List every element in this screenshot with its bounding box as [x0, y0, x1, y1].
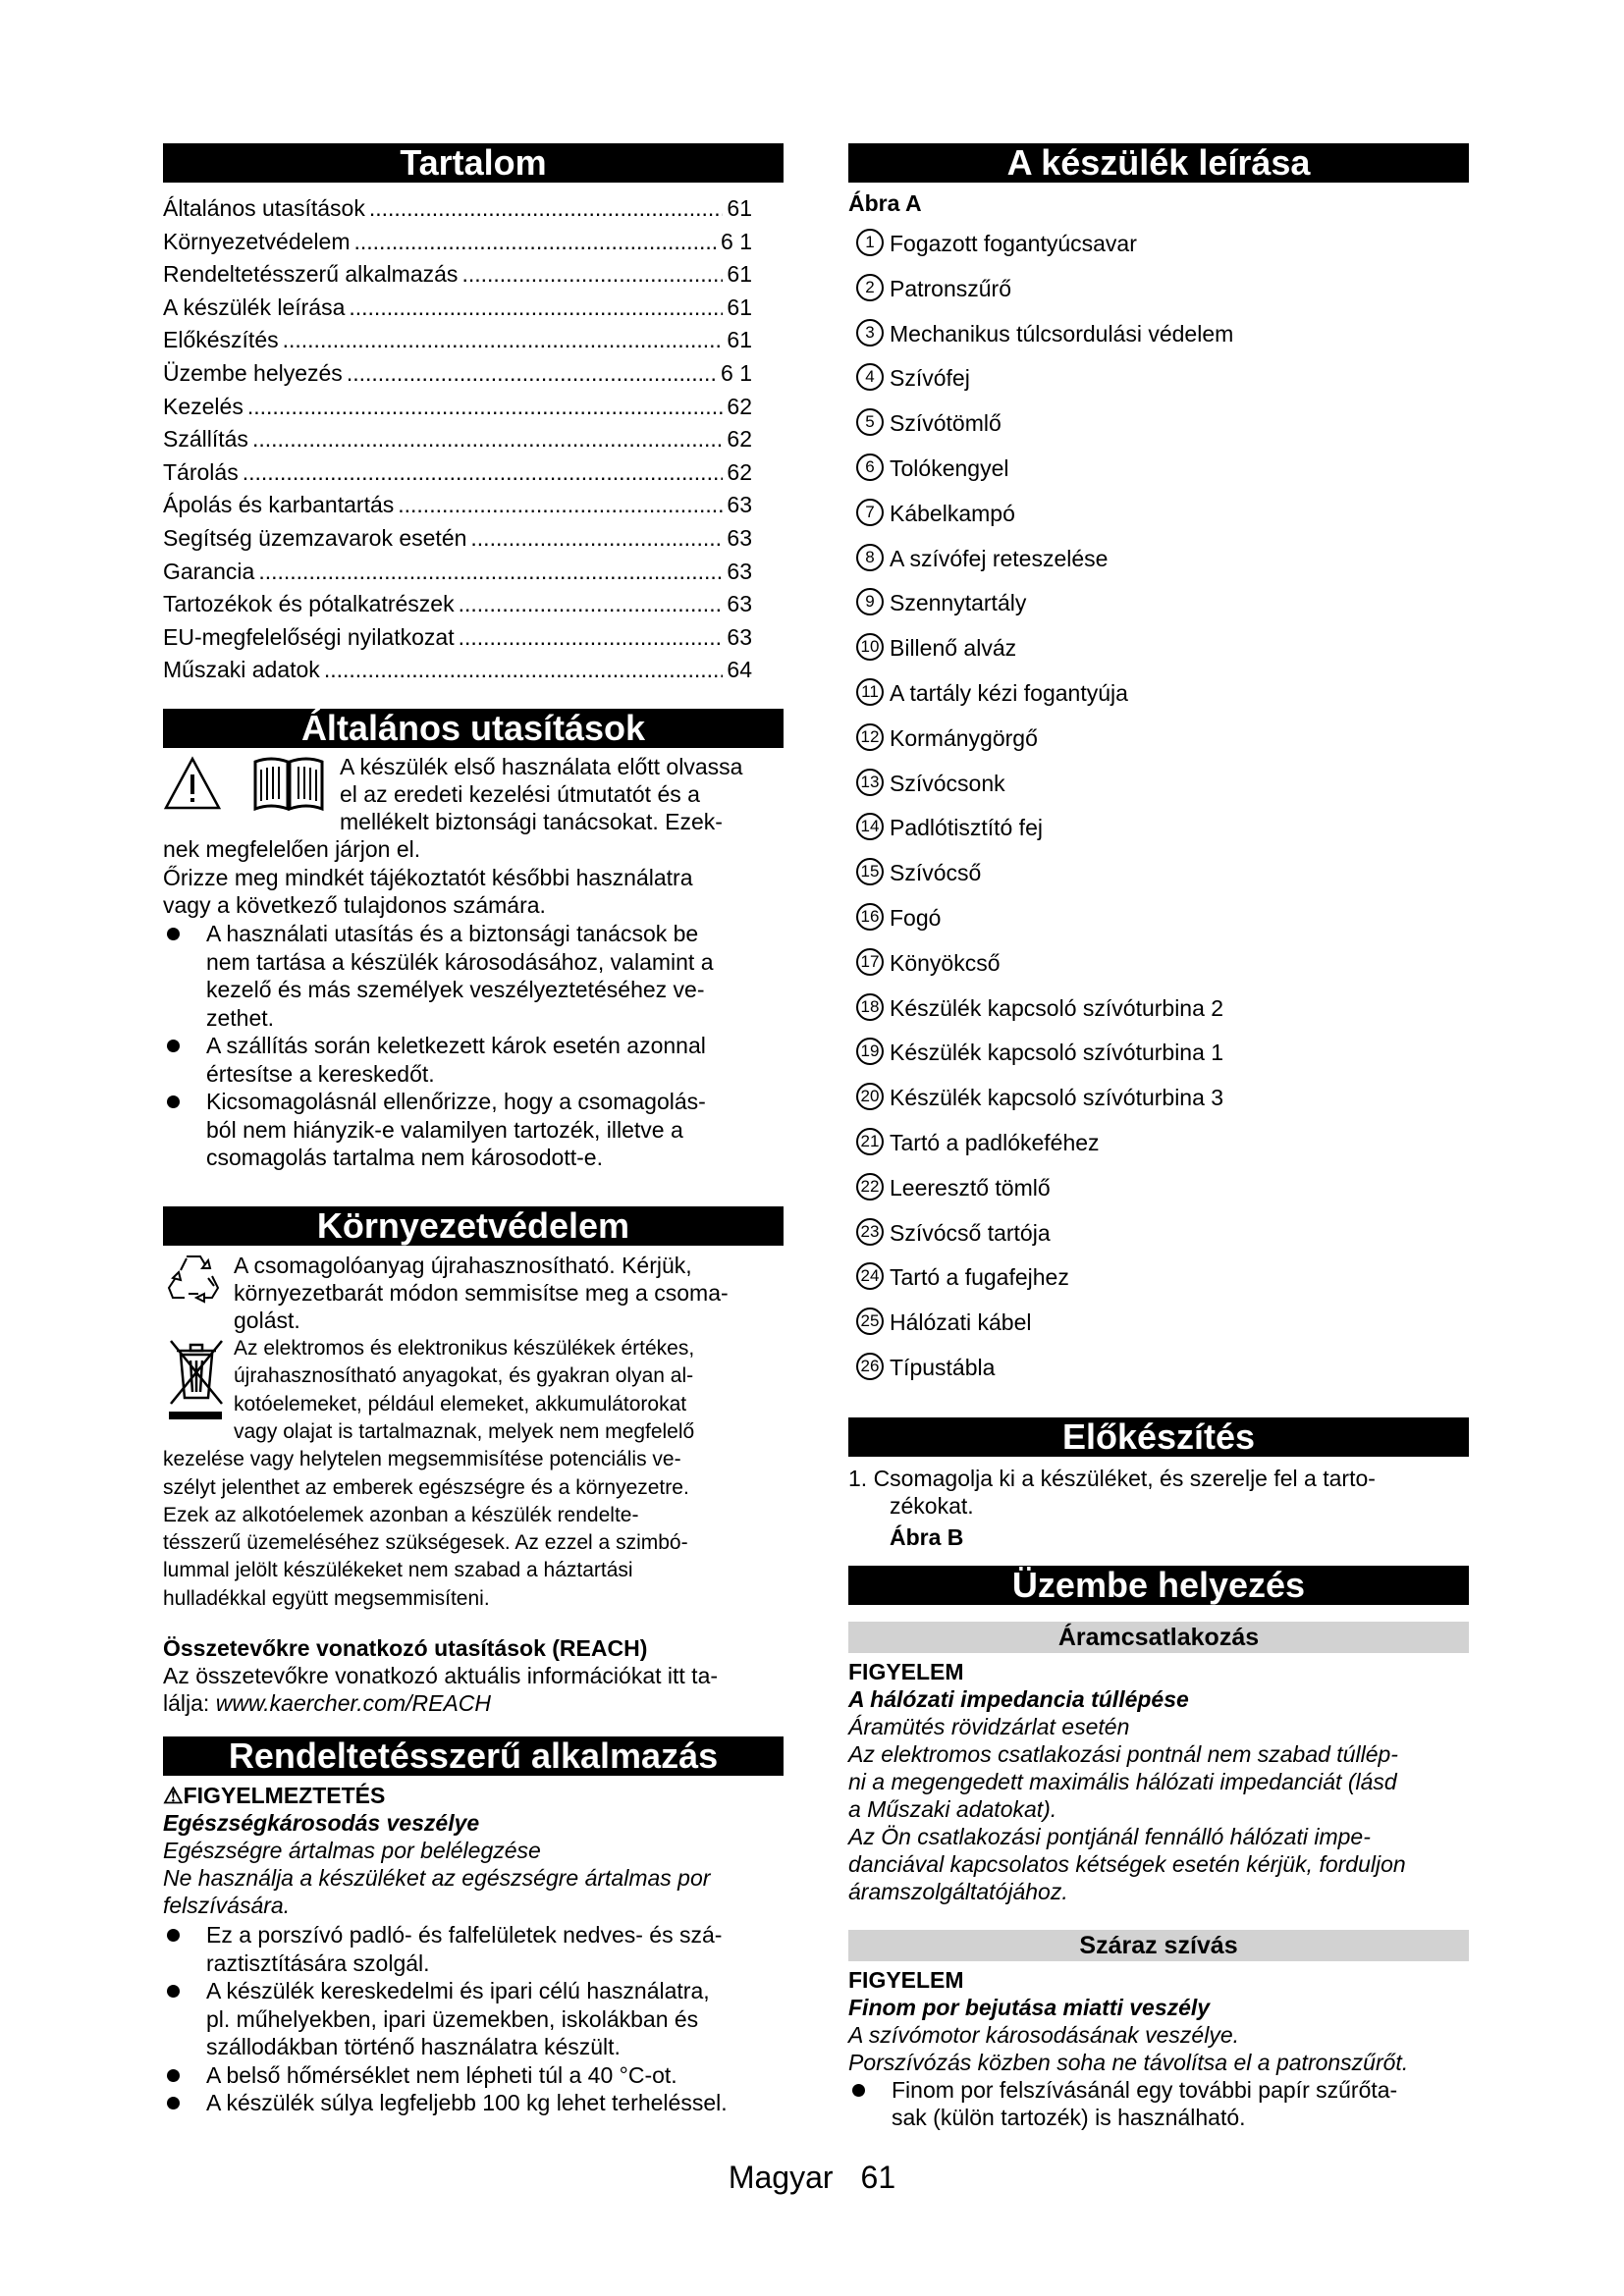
component-label: A szívófej reteszelése: [890, 545, 1109, 571]
warning-label: ⚠FIGYELMEZTETÉS: [163, 1783, 386, 1808]
bullet-line: szállodákban történő használatra készült.: [206, 2034, 621, 2059]
bullet-marker: [167, 2069, 180, 2082]
general-intro-line: el az eredeti kezelési útmutatót és a: [340, 781, 700, 807]
reach-line-prefix: lálja:: [163, 1690, 216, 1716]
toc-entry-page: 6 1: [721, 360, 752, 386]
component-label: Szennytartály: [890, 590, 1027, 616]
reach-line: Az összetevőkre vonatkozó aktuális információkat itt ta-: [163, 1663, 719, 1688]
component-number: 1: [856, 229, 884, 256]
hazard-line: felszívására.: [163, 1893, 291, 1918]
toc-leader-dots: [247, 391, 724, 423]
dry-notice: FIGYELEM: [848, 1967, 964, 1993]
toc-entry-page: 63: [727, 492, 752, 518]
toc-entry[interactable]: [163, 324, 752, 356]
toc-leader-dots: [347, 357, 717, 390]
toc-entry[interactable]: [163, 588, 752, 620]
component-label: Kábelkampó: [890, 500, 1015, 526]
component-label: Billenő alváz: [890, 635, 1017, 662]
environment-heading: Környezetvédelem: [163, 1206, 784, 1246]
toc-leader-dots: [459, 588, 724, 620]
toc-entry-label: Előkészítés: [163, 327, 279, 353]
component-label: Leeresztő tömlő: [890, 1174, 1051, 1201]
power-line: Az Ön csatlakozási pontjánál fennálló hálózati impe-: [848, 1824, 1371, 1849]
component-number: 6: [856, 454, 884, 481]
toc-entry-label: Műszaki adatok: [163, 657, 320, 683]
component-label: Hálózati kábel: [890, 1309, 1032, 1336]
toc-entry[interactable]: [163, 357, 752, 390]
toc-entry-page: 63: [727, 591, 752, 617]
toc-leader-dots: [283, 324, 724, 356]
footer-page-number: 61: [860, 2160, 896, 2195]
bullet-line: kezelő és más személyek veszélyeztetéséhez ve-: [206, 977, 705, 1002]
toc-entry-label: Általános utasítások: [163, 195, 365, 221]
component-label: Szívótömlő: [890, 410, 1001, 437]
dry-subheading: Száraz szívás: [848, 1930, 1469, 1961]
toc-entry-page: 63: [727, 623, 752, 650]
bullet-line: zethet.: [206, 1004, 275, 1031]
figure-b-label: Ábra B: [890, 1524, 964, 1550]
component-label: Patronszűrő: [890, 275, 1012, 301]
component-label: Padlótisztító fej: [890, 815, 1043, 841]
weee-line: lummal jelölt készülékeket nem szabad a háztartási: [163, 1559, 633, 1582]
power-hazard-title: A hálózati impedancia túllépése: [848, 1686, 1189, 1712]
toc-entry[interactable]: [163, 489, 752, 521]
general-intro-line: nek megfelelően járjon el.: [163, 836, 421, 862]
toc-entry-page: 62: [727, 458, 752, 485]
toc-entry[interactable]: [163, 621, 752, 654]
toc-heading: Tartalom: [163, 143, 784, 183]
component-number: 23: [856, 1218, 884, 1246]
toc-entry[interactable]: [163, 192, 752, 225]
component-number: 8: [856, 544, 884, 571]
toc-entry-label: Környezetvédelem: [163, 228, 351, 254]
power-notice: FIGYELEM: [848, 1659, 964, 1684]
bullet-marker: [167, 1929, 180, 1942]
component-number: 19: [856, 1038, 884, 1065]
footer-language: Magyar: [728, 2160, 834, 2195]
bullet-line: raztisztítására szolgál.: [206, 1949, 430, 1976]
toc-leader-dots: [324, 654, 724, 686]
weee-line: Az elektromos és elektronikus készülékek értékes,: [234, 1337, 695, 1360]
bullet-line: ból nem hiányzik-e valamilyen tartozék, illetve a: [206, 1116, 683, 1143]
weee-line: szélyt jelenthet az emberek egészségre és a környezetre.: [163, 1475, 689, 1499]
description-heading: A készülék leírása: [848, 143, 1469, 183]
toc-entry[interactable]: [163, 258, 752, 291]
toc-entry-page: 63: [727, 525, 752, 551]
toc-entry[interactable]: [163, 226, 752, 258]
toc-leader-dots: [461, 258, 723, 291]
component-label: Típustábla: [890, 1355, 996, 1380]
power-line: a Műszaki adatokat).: [848, 1796, 1057, 1822]
component-label: Szívócsonk: [890, 770, 1005, 796]
component-number: 16: [856, 903, 884, 931]
power-line: ni a megengedett maximális hálózati impedanciát (lásd: [848, 1769, 1397, 1794]
component-number: 12: [856, 723, 884, 751]
warning-triangle-icon: [163, 756, 222, 811]
weee-line: vagy olajat is tartalmaznak, melyek nem megfelelő: [234, 1419, 695, 1443]
component-label: Szívócső tartója: [890, 1219, 1051, 1246]
reach-link[interactable]: www.kaercher.com/REACH: [215, 1690, 492, 1716]
bullet-line: A belső hőmérséklet nem lépheti túl a 40 °C-ot.: [206, 2061, 677, 2088]
component-label: Fogazott fogantyúcsavar: [890, 231, 1137, 256]
component-number: 5: [856, 408, 884, 436]
toc-entry-page: 6 1: [721, 228, 752, 254]
bullet-line: A készülék kereskedelmi és ipari célú használatra,: [206, 1978, 710, 2003]
hazard-line: Ne használja a készüléket az egészségre ártalmas por: [163, 1865, 711, 1891]
bullet-marker: [167, 1095, 180, 1108]
toc-entry-page: 61: [727, 195, 752, 221]
power-line: Áramütés rövidzárlat esetén: [848, 1714, 1130, 1739]
toc-entry[interactable]: [163, 556, 752, 588]
toc-entry-label: Ápolás és karbantartás: [163, 492, 395, 518]
power-line: Az elektromos csatlakozási pontnál nem szabad túllép-: [848, 1741, 1398, 1767]
startup-heading: Üzembe helyezés: [848, 1566, 1469, 1605]
bullet-line: A használati utasítás és a biztonsági tanácsok be: [206, 921, 699, 946]
toc-leader-dots: [398, 489, 723, 521]
recycle-line: környezetbarát módon semmisítse meg a csoma-: [234, 1280, 729, 1306]
bullet-line: csomagolás tartalma nem károsodott-e.: [206, 1145, 603, 1170]
power-line: áramszolgáltatójához.: [848, 1879, 1068, 1904]
toc-entry-page: 62: [727, 426, 752, 453]
toc-leader-dots: [349, 292, 723, 324]
reach-title: Összetevőkre vonatkozó utasítások (REACH): [163, 1635, 648, 1661]
toc-entry-page: 62: [727, 393, 752, 419]
general-intro-line: A készülék első használata előtt olvassa: [340, 754, 743, 779]
component-number: 22: [856, 1173, 884, 1201]
preparation-heading: Előkészítés: [848, 1417, 1469, 1457]
preparation-step-line: zékokat.: [890, 1493, 974, 1519]
toc-entry-page: 61: [727, 294, 752, 320]
component-label: Fogó: [890, 905, 942, 931]
weee-line: Ezek az alkotóelemek azonban a készülék rendelte-: [163, 1503, 639, 1526]
component-number: 17: [856, 948, 884, 976]
component-number: 14: [856, 813, 884, 840]
toc-entry-label: Garancia: [163, 558, 255, 584]
recycle-line: A csomagolóanyag újrahasznosítható. Kérjük,: [234, 1253, 692, 1278]
component-label: Készülék kapcsoló szívóturbina 1: [890, 1040, 1224, 1066]
bullet-line: pl. műhelyekben, ipari üzemekben, iskolákban és: [206, 2005, 699, 2032]
toc-entry[interactable]: [163, 292, 752, 324]
toc-entry-label: Tárolás: [163, 458, 239, 485]
toc-entry[interactable]: [163, 456, 752, 489]
bullet-line: értesítse a kereskedőt.: [206, 1060, 435, 1087]
toc-leader-dots: [243, 456, 724, 489]
power-line: danciával kapcsolatos kétségek esetén kérjük, forduljon: [848, 1851, 1406, 1877]
component-number: 21: [856, 1128, 884, 1155]
toc-leader-dots: [354, 226, 718, 258]
component-number: 10: [856, 633, 884, 661]
component-number: 2: [856, 274, 884, 301]
toc-entry-page: 64: [727, 657, 752, 683]
component-label: A tartály kézi fogantyúja: [890, 680, 1128, 706]
bullet-line: Kicsomagolásnál ellenőrizze, hogy a csomagolás-: [206, 1089, 706, 1114]
recycle-icon: [165, 1249, 222, 1306]
bullet-line: nem tartása a készülék károsodásához, valamint a: [206, 948, 714, 975]
toc-entry-label: Üzembe helyezés: [163, 360, 343, 386]
component-number: 4: [856, 363, 884, 391]
component-label: Könyökcső: [890, 949, 1001, 976]
toc-leader-dots: [252, 423, 723, 455]
component-label: Tartó a padlókeféhez: [890, 1130, 1100, 1155]
component-label: Készülék kapcsoló szívóturbina 3: [890, 1085, 1224, 1111]
preparation-step-line: 1. Csomagolja ki a készüléket, és szerelje fel a tarto-: [848, 1466, 1376, 1491]
toc-entry-label: Szállítás: [163, 426, 248, 453]
toc-entry-label: Kezelés: [163, 393, 244, 419]
bullet-marker: [852, 2084, 865, 2097]
component-label: Szívófej: [890, 365, 970, 392]
toc-leader-dots: [258, 556, 723, 588]
component-label: Kormánygörgő: [890, 724, 1038, 751]
toc-entry-page: 63: [727, 558, 752, 584]
toc-entry-label: A készülék leírása: [163, 294, 346, 320]
toc-entry-label: Tartozékok és pótalkatrészek: [163, 591, 455, 617]
bullet-marker: [167, 2097, 180, 2109]
toc-leader-dots: [369, 192, 724, 225]
component-number: 25: [856, 1308, 884, 1335]
toc-leader-dots: [459, 621, 724, 654]
hazard-title: Egészségkárosodás veszélye: [163, 1810, 480, 1836]
component-number: 3: [856, 319, 884, 347]
weee-line: kezelése vagy helytelen megsemmisítése potenciális ve-: [163, 1448, 681, 1471]
power-subheading: Áramcsatlakozás: [848, 1622, 1469, 1653]
component-number: 18: [856, 993, 884, 1021]
component-number: 9: [856, 588, 884, 615]
general-heading: Általános utasítások: [163, 709, 784, 748]
weee-line: kotóelemeket, például elemeket, akkumulátorokat: [234, 1392, 687, 1415]
recycle-line: golást.: [234, 1308, 300, 1333]
figure-a-label: Ábra A: [848, 190, 922, 216]
dry-bullet-line: sak (külön tartozék) is használható.: [892, 2105, 1246, 2130]
toc-entry[interactable]: [163, 522, 752, 555]
component-number: 24: [856, 1262, 884, 1290]
hazard-line: Egészségre ártalmas por belélegzése: [163, 1838, 541, 1863]
manual-book-icon: [251, 752, 326, 813]
component-number: 11: [856, 678, 884, 706]
toc-entry-label: EU-megfelelőségi nyilatkozat: [163, 623, 455, 650]
component-number: 26: [856, 1353, 884, 1380]
dry-line: A szívómotor károsodásának veszélye.: [848, 2022, 1239, 2048]
weee-line: tésszerű üzemeléséhez szükségesek. Az ezzel a szimbó-: [163, 1531, 688, 1555]
bullet-line: A szállítás során keletkezett károk esetén azonnal: [206, 1033, 706, 1058]
component-label: Tolókengyel: [890, 455, 1009, 481]
toc-entry[interactable]: [163, 423, 752, 455]
toc-entry[interactable]: [163, 654, 752, 686]
general-keep-line: Őrizze meg mindkét tájékoztatót későbbi használatra: [163, 865, 693, 890]
weee-line: újrahasznosítható anyagokat, és gyakran olyan al-: [234, 1364, 694, 1388]
dry-bullet-line: Finom por felszívásánál egy további papír szűrőta-: [892, 2077, 1398, 2103]
dry-line: Porszívózás közben soha ne távolítsa el a patronszűrőt.: [848, 2050, 1409, 2075]
component-number: 15: [856, 858, 884, 885]
crossed-bin-icon: [167, 1337, 226, 1421]
dry-hazard-title: Finom por bejutása miatti veszély: [848, 1995, 1211, 2020]
component-number: 13: [856, 769, 884, 796]
component-number: 7: [856, 499, 884, 526]
toc-entry-page: 61: [727, 327, 752, 353]
toc-entry-label: Segítség üzemzavarok esetén: [163, 525, 467, 551]
component-number: 20: [856, 1083, 884, 1110]
general-intro-line: mellékelt biztonsági tanácsokat. Ezek-: [340, 809, 723, 834]
bullet-marker: [167, 1040, 180, 1052]
toc-entry-label: Rendeltetésszerű alkalmazás: [163, 261, 459, 288]
component-label: Tartó a fugafejhez: [890, 1264, 1069, 1291]
weee-line: hulladékkal együtt megsemmisíteni.: [163, 1586, 490, 1610]
general-keep-line: vagy a következő tulajdonos számára.: [163, 892, 546, 918]
bullet-marker: [167, 1985, 180, 1998]
bullet-line: Ez a porszívó padló- és falfelületek nedves- és szá-: [206, 1922, 723, 1948]
bullet-line: A készülék súlya legfeljebb 100 kg lehet terheléssel.: [206, 2090, 728, 2115]
bullet-marker: [167, 928, 180, 940]
component-label: Mechanikus túlcsordulási védelem: [890, 320, 1234, 347]
page-footer: [0, 2160, 1624, 2196]
reach-line: [163, 1689, 491, 1717]
component-label: Szívócső: [890, 860, 982, 886]
intended-use-heading: Rendeltetésszerű alkalmazás: [163, 1736, 784, 1776]
toc-entry-page: 61: [727, 261, 752, 288]
component-label: Készülék kapcsoló szívóturbina 2: [890, 994, 1224, 1021]
toc-entry[interactable]: [163, 391, 752, 423]
toc-leader-dots: [470, 522, 723, 555]
